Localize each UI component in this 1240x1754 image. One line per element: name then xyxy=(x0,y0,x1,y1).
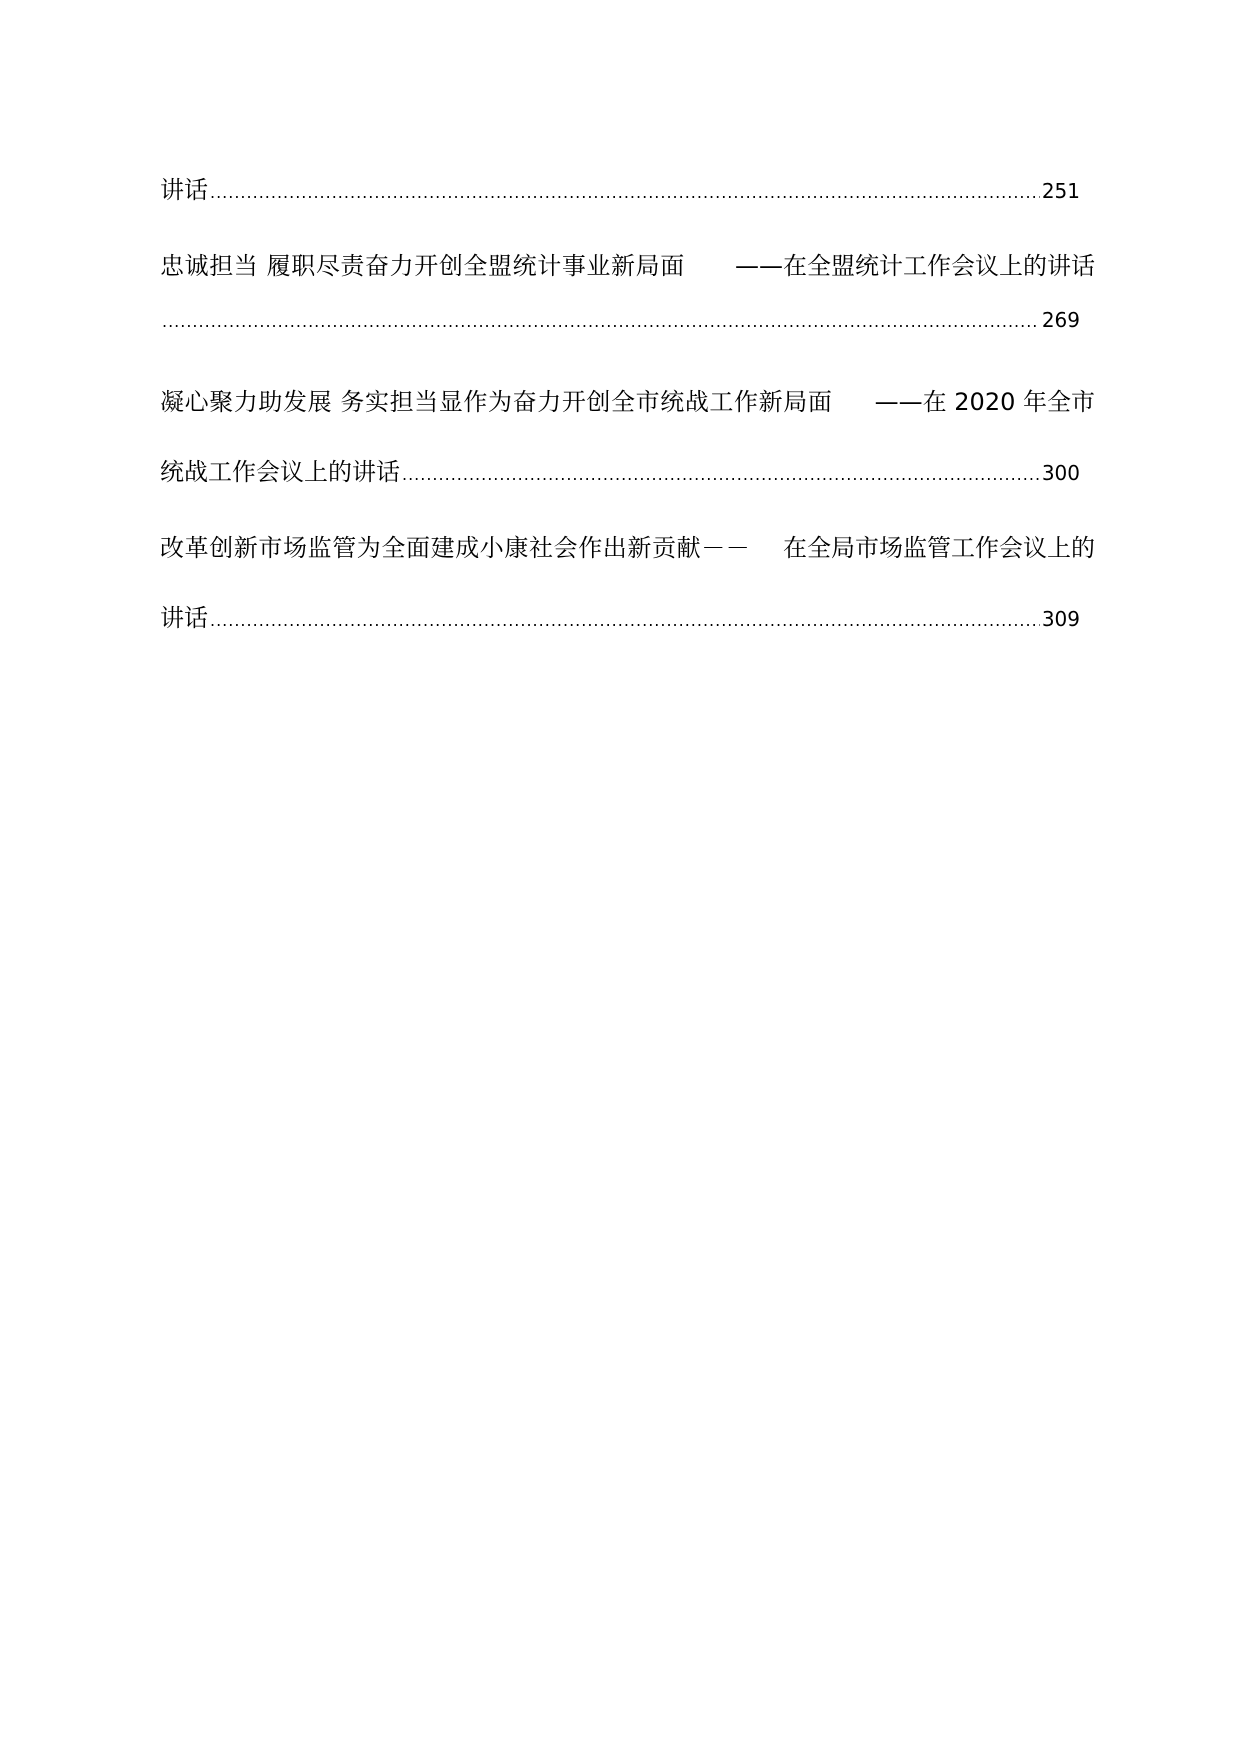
toc-entry-tail: 讲话 xyxy=(160,604,208,632)
toc-entry-tail: 讲话 xyxy=(160,176,208,204)
toc-page-number: 309 xyxy=(1041,607,1080,631)
toc-entry-title-sub: 在全局市场监管工作会议上的 xyxy=(783,534,1095,562)
toc-entry-title-main: 忠诚担当 履职尽责奋力开创全盟统计事业新局面 xyxy=(160,252,685,280)
dot-leader xyxy=(402,465,1040,484)
toc-entry-tail: 统战工作会议上的讲话 xyxy=(160,458,400,486)
toc-page-number: 300 xyxy=(1041,461,1080,485)
toc-entry-continuation[interactable] xyxy=(160,170,1080,220)
toc-entry-leader[interactable] xyxy=(160,308,1080,358)
toc-entry-title[interactable] xyxy=(160,246,1095,296)
toc-page-number: 251 xyxy=(1041,179,1080,203)
toc-entry-leader[interactable] xyxy=(160,598,1080,648)
toc-entry-title[interactable] xyxy=(160,528,1095,578)
dot-leader xyxy=(162,312,1040,331)
dot-leader xyxy=(210,611,1040,630)
toc-entry-title-sub: ——在全盟统计工作会议上的讲话 xyxy=(735,252,1095,280)
toc-entry-leader[interactable] xyxy=(160,452,1080,502)
toc-entry-title-sub: ——在 2020 年全市 xyxy=(874,388,1095,416)
toc-entry-title-main: 改革创新市场监管为全面建成小康社会作出新贡献－－ xyxy=(160,534,751,562)
table-of-contents xyxy=(160,170,1095,648)
toc-entry-title[interactable] xyxy=(160,382,1095,432)
dot-leader xyxy=(210,183,1040,202)
toc-entry-title-main: 凝心聚力助发展 务实担当显作为奋力开创全市统战工作新局面 xyxy=(160,388,833,416)
toc-page-number: 269 xyxy=(1041,308,1080,332)
